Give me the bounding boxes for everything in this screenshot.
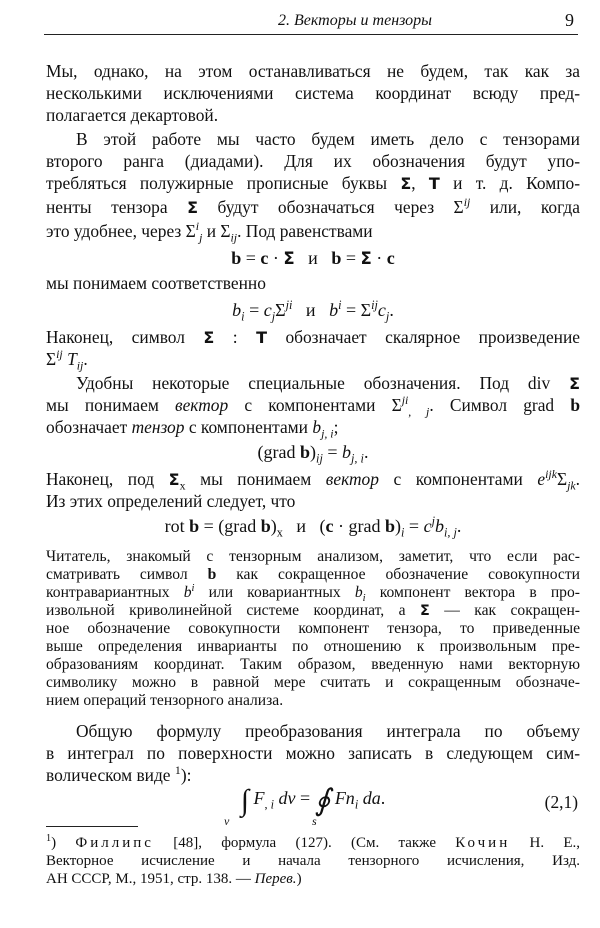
text-line: мы понимаем вектор с компонентами $\Sigma^{ji}_{, j}$. Символ grad b bbox=[46, 393, 580, 419]
text-line: в интеграл по поверхности можно записать в следующем сим- bbox=[46, 743, 580, 763]
text-line: В этой работе мы часто будем иметь дело с тензорами bbox=[76, 129, 580, 149]
integral-limit: s bbox=[312, 814, 317, 828]
running-title: 2. Векторы и тензоры bbox=[278, 12, 432, 29]
equation-rot: rot b = (grad $b)_x$ и (c · grad $b)_i = c^jb_{i, j}$. bbox=[164, 514, 462, 540]
text-line: волическом виде $^1$): bbox=[46, 763, 192, 785]
equation-grad: (grad $b)_{ij} = b_{j, i}$. bbox=[257, 442, 369, 466]
text-line: Наконец, символ Σ : T обозначает скалярное произведение bbox=[46, 327, 580, 347]
footnote-line: Векторное исчисление и начала тензорного исчисления, Изд. bbox=[46, 853, 580, 869]
text-line: ненты тензора Σ будут обозначаться через $\Sigma^{ij}$ или, когда bbox=[46, 195, 580, 217]
footnote-line: $^1$) Филлипс [48], формула (127). (См. также Кочин Н. Е., bbox=[46, 833, 581, 851]
integral-limit: v bbox=[224, 814, 230, 828]
note-line: сматривать символ b как сокращенное обозначение совокупности bbox=[46, 566, 580, 583]
page-number: 9 bbox=[565, 10, 574, 30]
note-line: ное обозначение совокупности компонент тензора, то приведенные bbox=[46, 620, 580, 637]
note-line: извольной криволинейной системе координат, а Σ — как сокращен- bbox=[46, 602, 580, 619]
note-line: нием операций тензорного анализа. bbox=[46, 692, 284, 709]
text-line: Мы, однако, на этом останавливаться не будем, так как за bbox=[46, 61, 580, 81]
equation-number: (2,1) bbox=[544, 792, 578, 812]
note-line: контравариантных $b^i$ или ковариантных $b_i$ компонент вектора в про- bbox=[46, 582, 580, 605]
footnote-rule bbox=[46, 826, 138, 827]
note-line: выше определения инварианты по отношению к произвольным пре- bbox=[46, 638, 580, 655]
equation-b-sigma: b = c · Σ и b = Σ · c bbox=[231, 248, 395, 268]
equation-gauss: ∫ $F_{, i}$ dv = ∮ $Fn_i$ da. bbox=[240, 784, 386, 817]
text-line: несколькими исключениями система координат всюду пред- bbox=[46, 83, 580, 103]
text-line: Из этих определений следует, что bbox=[46, 491, 296, 511]
note-line: образованиям координат. Таким образом, введенную нами векторную bbox=[46, 656, 580, 673]
footnote-line: АН СССР, М., 1951, стр. 138. — Перев.) bbox=[46, 871, 302, 887]
text-line: мы понимаем соответственно bbox=[46, 273, 266, 293]
text-line: требляться полужирные прописные буквы Σ, T и т. д. Компо- bbox=[46, 173, 580, 193]
text-line: $\Sigma^{ij}$ $T_{ij}$. bbox=[46, 347, 88, 373]
text-line: полагается декартовой. bbox=[46, 105, 219, 125]
text-line: второго ранга (диадами). Для их обозначения будут упо- bbox=[46, 151, 580, 171]
text-line: это удобнее, через $\Sigma^i_j$ и $\Sigma_{ij}$. Под равенствами bbox=[46, 219, 373, 245]
text-line: обозначает тензор с компонентами $b_{j, i}$; bbox=[46, 417, 339, 441]
text-line: Наконец, под $\Sigma_x$ мы понимаем вектор с компонентами $e^{ijk}\Sigma_{jk}$. bbox=[46, 467, 580, 493]
equation-components: $b_i = c_j\Sigma^{ji}$ и $b^i = \Sigma^{ij}c_j$. bbox=[232, 298, 394, 324]
page-header bbox=[44, 6, 578, 35]
text-line: Удобны некоторые специальные обозначения. Под div Σ bbox=[76, 373, 580, 393]
text-line: Общую формулу преобразования интеграла по объему bbox=[76, 721, 580, 741]
note-line: Читатель, знакомый с тензорным анализом, заметит, что если рас- bbox=[46, 548, 580, 565]
note-line: символику можно в равной мере считать и сокращенным обозначе- bbox=[46, 674, 580, 691]
